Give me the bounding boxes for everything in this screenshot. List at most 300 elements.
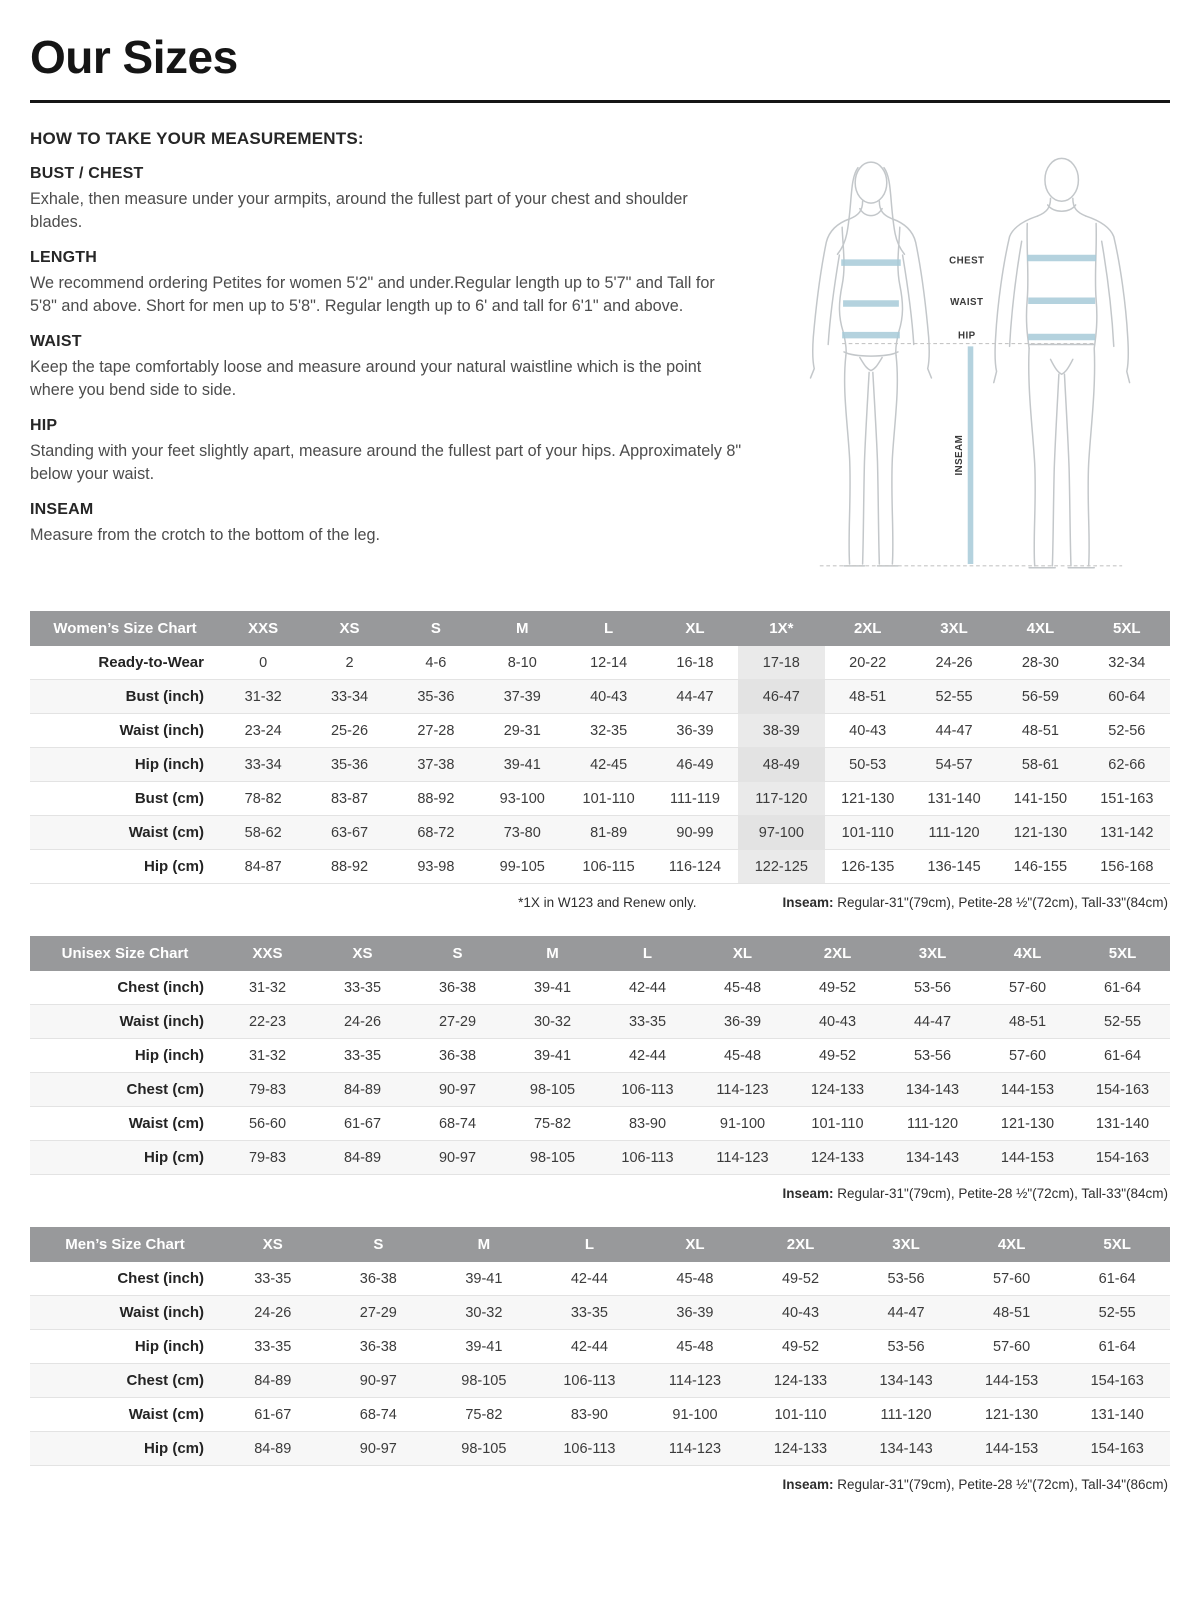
table-row — [30, 782, 1170, 816]
table-cell: 84-89 — [254, 1440, 292, 1457]
table-cell: 37-38 — [417, 756, 455, 773]
column-header: L — [565, 611, 651, 646]
table-cell: 16-18 — [676, 654, 714, 671]
table-cell: 45-48 — [676, 1270, 714, 1287]
table-footnotes — [32, 1477, 1168, 1492]
table-cell: 24-26 — [343, 1013, 382, 1030]
table-row — [30, 1073, 1170, 1107]
table-cell: 97-100 — [738, 816, 824, 850]
instruction-body: Keep the tape comfortably loose and measure around your natural waistline which is the point where you bend side to side. — [30, 358, 702, 399]
table-cell: 79-83 — [248, 1081, 287, 1098]
table-cell: 68-74 — [359, 1406, 397, 1423]
table-cell: 36-39 — [676, 1304, 714, 1321]
table-cell: 93-98 — [417, 858, 455, 875]
table-cell: 93-100 — [499, 790, 545, 807]
table-cell: 33-34 — [244, 756, 282, 773]
table-cell: 42-44 — [628, 1047, 667, 1064]
table-cell: 33-35 — [343, 1047, 382, 1064]
table-cell: 81-89 — [590, 824, 628, 841]
table-cell: 101-110 — [811, 1115, 864, 1132]
table-cell: 106-113 — [621, 1081, 674, 1098]
table-cell: 39-41 — [533, 1047, 572, 1064]
table-cell: 114-123 — [668, 1372, 722, 1389]
table-cell: 114-123 — [716, 1149, 769, 1166]
table-cell: 111-120 — [880, 1406, 932, 1423]
column-header: 5XL — [1064, 1227, 1170, 1262]
table-cell: 116-124 — [668, 858, 722, 875]
hip-label: HIP — [957, 330, 976, 342]
table-row — [30, 646, 1170, 680]
table-cell: 30-32 — [465, 1304, 503, 1321]
table-row — [30, 971, 1170, 1005]
table-cell: 84-89 — [343, 1081, 382, 1098]
column-header: 5XL — [1084, 611, 1170, 646]
table-row — [30, 680, 1170, 714]
instruction-title: INSEAM — [30, 501, 94, 518]
table-cell: 88-92 — [417, 790, 455, 807]
table-cell: 90-99 — [676, 824, 714, 841]
column-header: M — [479, 611, 565, 646]
table-cell: 75-82 — [533, 1115, 572, 1132]
column-header: M — [505, 936, 600, 971]
column-header: L — [537, 1227, 643, 1262]
table-cell: 36-38 — [359, 1338, 397, 1355]
table-cell: 84-89 — [254, 1372, 292, 1389]
table-row — [30, 1005, 1170, 1039]
row-label: Hip (cm) — [144, 1440, 204, 1457]
table-row — [30, 1107, 1170, 1141]
table-cell: 98-105 — [461, 1440, 507, 1457]
table-cell: 22-23 — [248, 1013, 287, 1030]
table-cell: 61-64 — [1103, 979, 1142, 996]
table-row — [30, 1364, 1170, 1398]
column-header: 3XL — [885, 936, 980, 971]
table-cell: 144-153 — [984, 1440, 1039, 1457]
table-cell: 106-115 — [582, 858, 635, 875]
table-cell: 57-60 — [993, 1270, 1031, 1287]
instruction-section — [30, 501, 744, 547]
footnote: Inseam: Regular-31"(79cm), Petite-28 ½"(72cm), Tall-33"(84cm) — [782, 895, 1168, 910]
table-cell: 29-31 — [503, 722, 541, 739]
table-cell: 33-35 — [570, 1304, 608, 1321]
column-header: S — [410, 936, 505, 971]
table-cell: 106-113 — [621, 1149, 674, 1166]
table-cell: 56-60 — [248, 1115, 287, 1132]
table-cell: 45-48 — [723, 1047, 762, 1064]
table-header-row — [30, 936, 1170, 971]
table-cell: 141-150 — [1013, 790, 1068, 807]
table-cell: 52-55 — [935, 688, 973, 705]
title-divider — [30, 100, 1170, 103]
inseam-label: INSEAM — [953, 434, 965, 476]
table-cell: 90-97 — [438, 1081, 477, 1098]
table-cell: 83-90 — [570, 1406, 608, 1423]
column-header: 4XL — [997, 611, 1083, 646]
table-cell: 39-41 — [533, 979, 572, 996]
table-title: Unisex Size Chart — [30, 936, 220, 971]
table-cell: 36-39 — [676, 722, 714, 739]
row-label: Hip (cm) — [144, 858, 204, 875]
column-header: 2XL — [748, 1227, 854, 1262]
table-cell: 144-153 — [984, 1372, 1039, 1389]
table-row — [30, 748, 1170, 782]
table-cell: 134-143 — [879, 1440, 933, 1457]
table-cell: 49-52 — [818, 1047, 857, 1064]
column-header: 3XL — [911, 611, 997, 646]
table-cell: 31-32 — [248, 1047, 287, 1064]
table-cell: 117-120 — [738, 782, 824, 816]
instruction-title: LENGTH — [30, 249, 97, 266]
column-header: 4XL — [959, 1227, 1065, 1262]
table-cell: 121-130 — [1013, 824, 1068, 841]
table-cell: 146-155 — [1013, 858, 1068, 875]
table-cell: 156-168 — [1100, 858, 1154, 875]
table-cell: 38-39 — [738, 714, 824, 748]
table-cell: 40-43 — [818, 1013, 857, 1030]
table-cell: 48-51 — [1008, 1013, 1047, 1030]
table-cell: 12-14 — [590, 654, 628, 671]
table-cell: 144-153 — [1000, 1149, 1055, 1166]
table-cell: 121-130 — [841, 790, 895, 807]
table-cell: 134-143 — [905, 1081, 960, 1098]
table-cell: 111-119 — [669, 790, 720, 807]
table-footnotes — [32, 1186, 1168, 1201]
table-cell: 42-44 — [628, 979, 667, 996]
table-cell: 0 — [259, 654, 268, 671]
table-cell: 79-83 — [248, 1149, 287, 1166]
row-label: Hip (inch) — [134, 1338, 204, 1355]
footnote: Inseam: Regular-31"(79cm), Petite-28 ½"(72cm), Tall-33"(84cm) — [782, 1186, 1168, 1201]
table-cell: 40-43 — [849, 722, 887, 739]
table-cell: 84-87 — [244, 858, 282, 875]
table-header-row — [30, 611, 1170, 646]
table-cell: 111-120 — [928, 824, 980, 841]
row-label: Chest (inch) — [117, 1270, 204, 1287]
table-cell: 52-56 — [1108, 722, 1146, 739]
table-cell: 20-22 — [849, 654, 887, 671]
table-cell: 33-35 — [628, 1013, 667, 1030]
table-cell: 31-32 — [248, 979, 287, 996]
table-cell: 46-47 — [738, 680, 824, 714]
column-header: 1X* — [738, 611, 824, 646]
row-label: Chest (cm) — [126, 1372, 204, 1389]
size-table — [30, 1227, 1170, 1466]
table-cell: 124-133 — [810, 1149, 865, 1166]
table-cell: 90-97 — [359, 1372, 397, 1389]
table-row — [30, 1296, 1170, 1330]
table-cell: 17-18 — [738, 646, 824, 680]
howto-heading: HOW TO TAKE YOUR MEASUREMENTS: — [30, 129, 364, 148]
measurement-instructions-area — [30, 129, 1170, 595]
column-header: XL — [652, 611, 738, 646]
table-cell: 53-56 — [887, 1338, 925, 1355]
table-cell: 27-29 — [359, 1304, 397, 1321]
table-cell: 56-59 — [1021, 688, 1059, 705]
table-cell: 144-153 — [1000, 1081, 1055, 1098]
table-cell: 106-113 — [563, 1372, 616, 1389]
instruction-title: HIP — [30, 417, 58, 434]
footnote: Inseam: Regular-31"(79cm), Petite-28 ½"(72cm), Tall-34"(86cm) — [782, 1477, 1168, 1492]
column-header: 3XL — [853, 1227, 959, 1262]
table-cell: 48-51 — [1021, 722, 1059, 739]
column-header: XXS — [220, 611, 306, 646]
row-label: Waist (inch) — [119, 1013, 204, 1030]
row-label: Waist (cm) — [128, 824, 204, 841]
instruction-section — [30, 165, 744, 234]
table-cell: 60-64 — [1108, 688, 1146, 705]
table-cell: 36-38 — [359, 1270, 397, 1287]
table-cell: 27-29 — [438, 1013, 477, 1030]
table-cell: 124-133 — [773, 1372, 828, 1389]
table-cell: 154-163 — [1095, 1149, 1150, 1166]
table-cell: 151-163 — [1100, 790, 1154, 807]
table-cell: 49-52 — [781, 1270, 820, 1287]
column-header: XS — [306, 611, 392, 646]
table-cell: 121-130 — [1000, 1115, 1055, 1132]
column-header: M — [431, 1227, 537, 1262]
table-row — [30, 1432, 1170, 1466]
table-header-row — [30, 1227, 1170, 1262]
row-label: Bust (cm) — [134, 790, 204, 807]
table-title: Men’s Size Chart — [30, 1227, 220, 1262]
table-cell: 35-36 — [330, 756, 369, 773]
table-cell: 39-41 — [465, 1270, 503, 1287]
row-label: Waist (inch) — [119, 722, 204, 739]
table-footnotes — [32, 895, 1168, 910]
table-row — [30, 850, 1170, 884]
table-cell: 154-163 — [1090, 1440, 1144, 1457]
table-cell: 36-38 — [438, 1047, 477, 1064]
unisex-size-chart — [30, 936, 1170, 1201]
table-cell: 48-51 — [993, 1304, 1031, 1321]
body-figures-illustration — [764, 133, 1164, 595]
table-cell: 4-6 — [425, 654, 447, 671]
row-label: Bust (inch) — [125, 688, 204, 705]
table-cell: 99-105 — [499, 858, 545, 875]
instruction-section — [30, 249, 744, 318]
table-cell: 58-62 — [244, 824, 282, 841]
table-cell: 98-105 — [529, 1081, 576, 1098]
table-cell: 2 — [345, 654, 354, 671]
column-header: L — [600, 936, 695, 971]
table-cell: 101-110 — [774, 1406, 827, 1423]
table-cell: 57-60 — [993, 1338, 1031, 1355]
table-cell: 33-35 — [254, 1270, 292, 1287]
table-cell: 91-100 — [719, 1115, 766, 1132]
footnote: *1X in W123 and Renew only. — [518, 895, 697, 910]
table-cell: 54-57 — [935, 756, 973, 773]
table-cell: 83-90 — [628, 1115, 667, 1132]
table-cell: 154-163 — [1095, 1081, 1150, 1098]
table-cell: 31-32 — [244, 688, 282, 705]
table-cell: 49-52 — [781, 1338, 820, 1355]
table-cell: 48-49 — [738, 748, 824, 782]
table-cell: 98-105 — [529, 1149, 576, 1166]
table-cell: 44-47 — [935, 722, 973, 739]
table-cell: 91-100 — [672, 1406, 718, 1423]
table-cell: 53-56 — [913, 979, 952, 996]
table-cell: 124-133 — [773, 1440, 828, 1457]
table-cell: 75-82 — [465, 1406, 503, 1423]
table-row — [30, 1039, 1170, 1073]
instruction-body: Exhale, then measure under your armpits, around the fullest part of your chest and shoulder blades. — [30, 190, 688, 231]
table-title: Women’s Size Chart — [30, 611, 220, 646]
column-header: XS — [220, 1227, 326, 1262]
table-cell: 114-123 — [668, 1440, 722, 1457]
table-row — [30, 1262, 1170, 1296]
instruction-body: Measure from the crotch to the bottom of the leg. — [30, 526, 381, 544]
row-label: Chest (cm) — [126, 1081, 204, 1098]
table-cell: 33-34 — [330, 688, 369, 705]
table-cell: 42-44 — [570, 1338, 608, 1355]
instructions-column — [30, 129, 758, 562]
table-cell: 131-140 — [1090, 1406, 1144, 1423]
table-cell: 61-67 — [343, 1115, 382, 1132]
table-cell: 52-55 — [1103, 1013, 1142, 1030]
table-cell: 48-51 — [849, 688, 887, 705]
table-cell: 90-97 — [438, 1149, 477, 1166]
table-cell: 57-60 — [1008, 979, 1047, 996]
table-cell: 73-80 — [503, 824, 541, 841]
row-label: Hip (cm) — [144, 1149, 204, 1166]
table-cell: 101-110 — [841, 824, 894, 841]
column-header: XL — [642, 1227, 748, 1262]
table-row — [30, 714, 1170, 748]
table-cell: 25-26 — [330, 722, 369, 739]
column-header: S — [393, 611, 479, 646]
row-label: Waist (cm) — [128, 1115, 204, 1132]
table-cell: 44-47 — [676, 688, 714, 705]
table-cell: 39-41 — [465, 1338, 503, 1355]
column-header: XS — [315, 936, 410, 971]
table-cell: 131-142 — [1100, 824, 1154, 841]
size-table — [30, 611, 1170, 884]
table-cell: 24-26 — [935, 654, 973, 671]
row-label: Waist (cm) — [128, 1406, 204, 1423]
row-label: Waist (inch) — [119, 1304, 204, 1321]
page-title: Our Sizes — [30, 31, 238, 83]
row-label: Hip (inch) — [134, 1047, 204, 1064]
table-cell: 126-135 — [841, 858, 895, 875]
table-cell: 57-60 — [1008, 1047, 1047, 1064]
women-size-chart — [30, 611, 1170, 910]
table-cell: 124-133 — [810, 1081, 865, 1098]
table-cell: 90-97 — [359, 1440, 397, 1457]
table-cell: 37-39 — [503, 688, 541, 705]
column-header: 2XL — [825, 611, 911, 646]
table-cell: 24-26 — [254, 1304, 292, 1321]
table-cell: 68-72 — [417, 824, 455, 841]
table-cell: 46-49 — [676, 756, 714, 773]
table-cell: 106-113 — [563, 1440, 616, 1457]
table-cell: 42-45 — [590, 756, 628, 773]
table-cell: 23-24 — [244, 722, 282, 739]
row-label: Chest (inch) — [117, 979, 204, 996]
table-cell: 131-140 — [1095, 1115, 1150, 1132]
column-header: 4XL — [980, 936, 1075, 971]
row-label: Ready-to-Wear — [98, 654, 204, 671]
table-cell: 45-48 — [676, 1338, 714, 1355]
table-cell: 136-145 — [927, 858, 981, 875]
table-row — [30, 1330, 1170, 1364]
row-label: Hip (inch) — [134, 756, 204, 773]
table-cell: 62-66 — [1108, 756, 1146, 773]
table-cell: 61-67 — [254, 1406, 292, 1423]
table-cell: 52-55 — [1098, 1304, 1136, 1321]
table-cell: 68-74 — [438, 1115, 477, 1132]
table-cell: 33-35 — [254, 1338, 292, 1355]
table-cell: 134-143 — [879, 1372, 933, 1389]
table-cell: 39-41 — [503, 756, 541, 773]
table-cell: 121-130 — [984, 1406, 1039, 1423]
table-cell: 114-123 — [716, 1081, 769, 1098]
table-cell: 58-61 — [1021, 756, 1059, 773]
column-header: 2XL — [790, 936, 885, 971]
table-cell: 36-38 — [438, 979, 477, 996]
table-cell: 98-105 — [461, 1372, 507, 1389]
table-cell: 131-140 — [927, 790, 981, 807]
table-row — [30, 1141, 1170, 1175]
table-cell: 32-34 — [1108, 654, 1146, 671]
table-cell: 84-89 — [343, 1149, 382, 1166]
table-cell: 33-35 — [343, 979, 382, 996]
table-cell: 44-47 — [887, 1304, 925, 1321]
instruction-title: BUST / CHEST — [30, 165, 144, 182]
table-row — [30, 1398, 1170, 1432]
size-tables — [30, 611, 1170, 1492]
table-cell: 28-30 — [1021, 654, 1059, 671]
table-cell: 111-120 — [906, 1115, 959, 1132]
measurement-diagram — [758, 129, 1170, 595]
waist-label: WAIST — [950, 297, 984, 309]
table-cell: 154-163 — [1090, 1372, 1144, 1389]
table-cell: 27-28 — [417, 722, 455, 739]
instruction-section — [30, 417, 744, 486]
instruction-body: We recommend ordering Petites for women 5'2" and under.Regular length up to 5'7" and Tall for 5'8" and above. Short for men up to 5'8". Regular length up to 6' and tall for 6'1" and above. — [30, 274, 715, 315]
table-cell: 49-52 — [818, 979, 857, 996]
table-cell: 8-10 — [507, 654, 537, 671]
instruction-section — [30, 333, 744, 402]
column-header: XL — [695, 936, 790, 971]
table-cell: 63-67 — [330, 824, 369, 841]
table-cell: 88-92 — [330, 858, 369, 875]
table-cell: 101-110 — [582, 790, 635, 807]
table-cell: 44-47 — [913, 1013, 952, 1030]
table-cell: 30-32 — [533, 1013, 572, 1030]
table-cell: 50-53 — [849, 756, 887, 773]
table-cell: 32-35 — [590, 722, 628, 739]
table-row — [30, 816, 1170, 850]
table-cell: 40-43 — [590, 688, 628, 705]
column-header: 5XL — [1075, 936, 1170, 971]
table-cell: 40-43 — [781, 1304, 820, 1321]
table-cell: 42-44 — [570, 1270, 608, 1287]
table-cell: 83-87 — [330, 790, 369, 807]
table-cell: 35-36 — [417, 688, 455, 705]
table-cell: 53-56 — [887, 1270, 925, 1287]
men-size-chart — [30, 1227, 1170, 1492]
table-cell: 61-64 — [1098, 1338, 1136, 1355]
table-cell: 61-64 — [1098, 1270, 1136, 1287]
table-cell: 134-143 — [905, 1149, 960, 1166]
table-cell: 61-64 — [1103, 1047, 1142, 1064]
instruction-body: Standing with your feet slightly apart, measure around the fullest part of your hips. Approximately 8" below your waist. — [30, 442, 742, 483]
column-header: S — [326, 1227, 432, 1262]
table-cell: 53-56 — [913, 1047, 952, 1064]
instruction-title: WAIST — [30, 333, 82, 350]
column-header: XXS — [220, 936, 315, 971]
size-table — [30, 936, 1170, 1175]
